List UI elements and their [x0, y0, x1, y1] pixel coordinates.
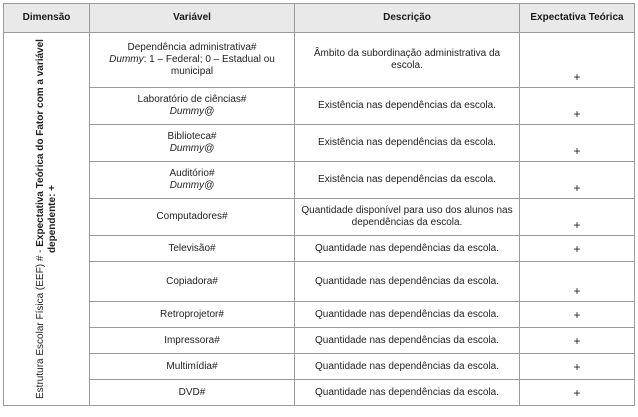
- description-cell: Existência nas dependências da escola.: [295, 125, 520, 162]
- expectation-cell: +: [520, 354, 635, 380]
- expectation-cell: +: [520, 302, 635, 328]
- header-row: [4, 4, 635, 33]
- description-cell: Quantidade disponível para uso dos alunos nas dependências da escola.: [295, 199, 520, 236]
- header-expectation: Expectativa Teórica: [520, 4, 635, 33]
- variable-sub-italic: Dummy: [109, 54, 144, 65]
- variable-sub-rest: : 1 – Federal; 0 – Estadual ou municipal: [143, 54, 275, 77]
- expectation-cell: +: [520, 162, 635, 199]
- expectation-cell: +: [520, 328, 635, 354]
- table-row: [4, 88, 635, 125]
- header-variable: Variável: [90, 4, 295, 33]
- variable-cell: [90, 88, 295, 125]
- description-cell: Quantidade nas dependências da escola.: [295, 328, 520, 354]
- variable-cell: [90, 162, 295, 199]
- expectation-cell: +: [520, 199, 635, 236]
- variable-cell: Retroprojetor#: [90, 302, 295, 328]
- variable-cell: [90, 125, 295, 162]
- variable-cell: [90, 33, 295, 88]
- description-cell: Âmbito da subordinação administrativa da escola.: [295, 33, 520, 88]
- dimension-cell: [4, 33, 90, 406]
- variable-name: Biblioteca#: [167, 131, 217, 142]
- dimension-label-plain: Estrutura Escolar Física (EEF) # -: [34, 246, 46, 399]
- variable-cell: Televisão#: [90, 236, 295, 262]
- variable-name: Auditório#: [169, 168, 215, 179]
- table-row: [4, 162, 635, 199]
- variable-cell: Multimídia#: [90, 354, 295, 380]
- variable-sub-italic: Dummy@: [169, 106, 215, 117]
- description-cell: Existência nas dependências da escola.: [295, 162, 520, 199]
- variable-name: Laboratório de ciências#: [137, 94, 247, 105]
- expectation-cell: +: [520, 33, 635, 88]
- description-cell: Existência nas dependências da escola.: [295, 88, 520, 125]
- expectation-cell: +: [520, 125, 635, 162]
- variable-sub-italic: Dummy@: [169, 180, 215, 191]
- header-dimension: Dimensão: [4, 4, 90, 33]
- variable-cell: DVD#: [90, 380, 295, 406]
- variable-cell: Copiadora#: [90, 262, 295, 302]
- table-row: [4, 236, 635, 262]
- variable-sub-italic: Dummy@: [169, 143, 215, 154]
- dimension-label-bold: Expectativa Teórica do Fator com a variável dependente: +: [34, 39, 58, 254]
- table-row: [4, 199, 635, 236]
- header-description: Descrição: [295, 4, 520, 33]
- dimension-label: [35, 39, 59, 399]
- expectation-cell: +: [520, 88, 635, 125]
- table-row: [4, 262, 635, 302]
- variable-name: Dependência administrativa#: [127, 42, 257, 53]
- variable-subtitle: [94, 54, 290, 78]
- table-row: [4, 328, 635, 354]
- description-cell: Quantidade nas dependências da escola.: [295, 354, 520, 380]
- description-cell: Quantidade nas dependências da escola.: [295, 236, 520, 262]
- variable-cell: Impressora#: [90, 328, 295, 354]
- description-cell: Quantidade nas dependências da escola.: [295, 380, 520, 406]
- expectation-cell: +: [520, 236, 635, 262]
- description-cell: Quantidade nas dependências da escola.: [295, 302, 520, 328]
- table-row: [4, 125, 635, 162]
- expectation-cell: +: [520, 262, 635, 302]
- variable-cell: Computadores#: [90, 199, 295, 236]
- table-row: [4, 380, 635, 406]
- table-row: [4, 302, 635, 328]
- table-row: [4, 33, 635, 88]
- table-row: [4, 354, 635, 380]
- variables-table: [3, 3, 635, 406]
- expectation-cell: +: [520, 380, 635, 406]
- description-cell: Quantidade nas dependências da escola.: [295, 262, 520, 302]
